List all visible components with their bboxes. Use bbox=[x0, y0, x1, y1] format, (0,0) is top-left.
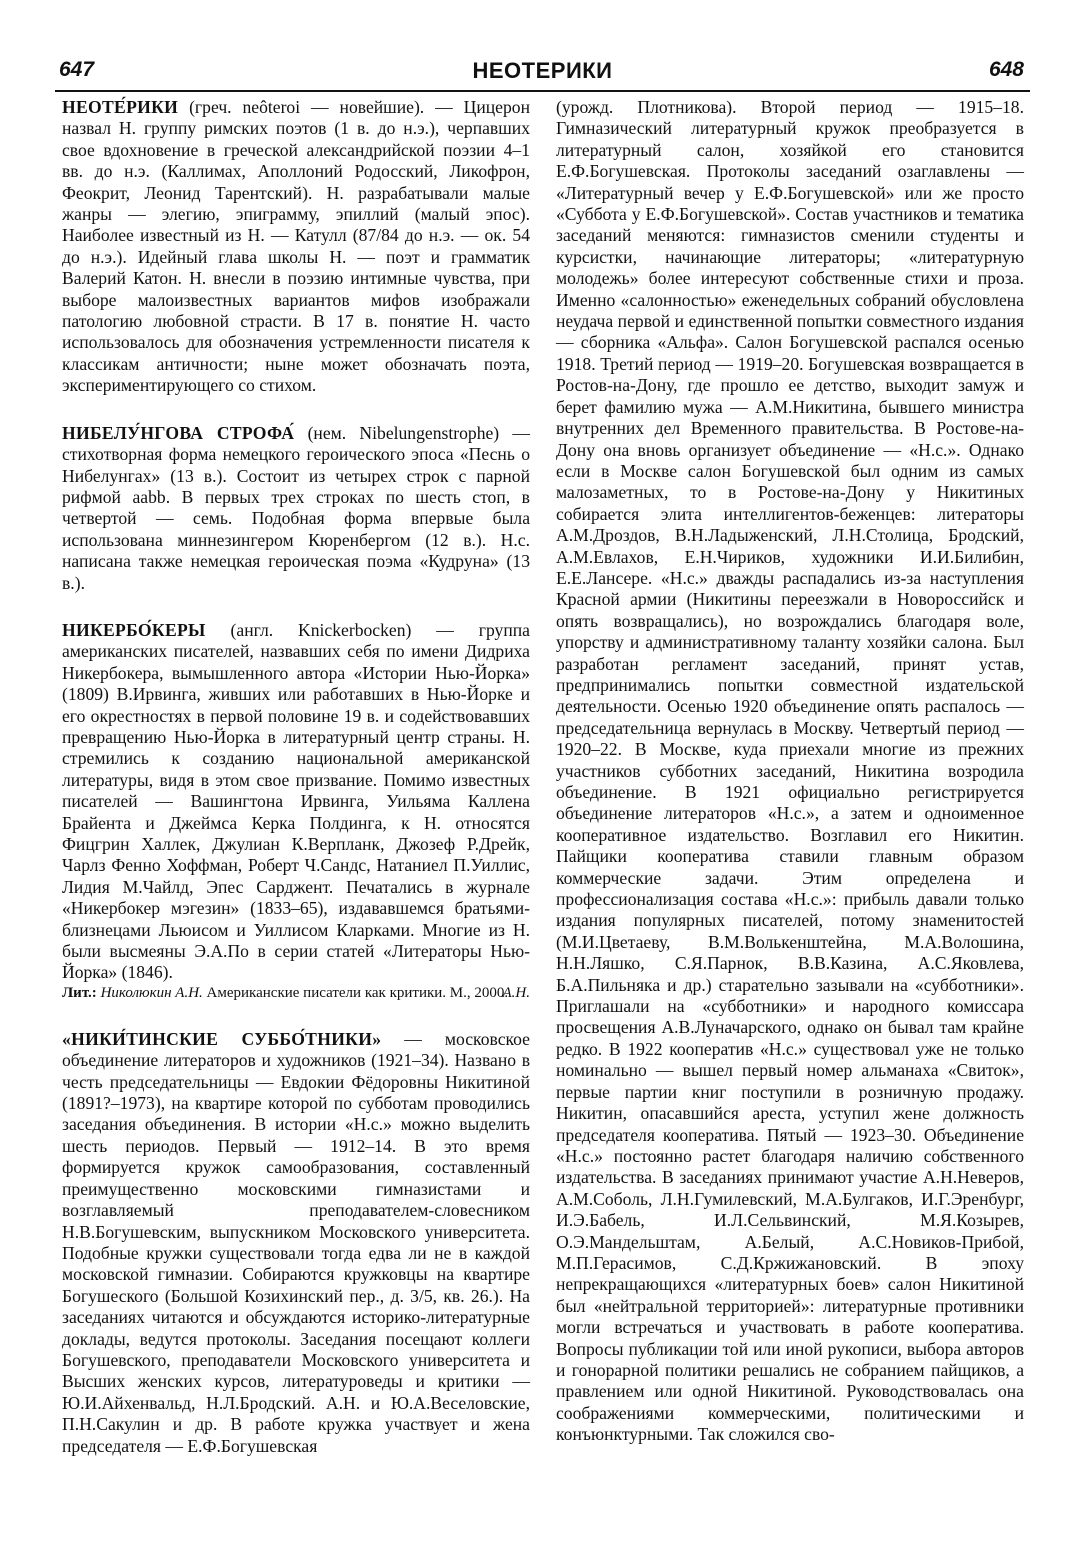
entry-term: «НИКИ́ТИНСКИЕ СУББО́ТНИКИ» bbox=[62, 1028, 382, 1049]
entry-nikitin-subbotniki bbox=[62, 1029, 530, 1457]
entry-text: (англ. Knickerbocken) — группа американских писателей, назвавших себя по имени Дидриха Никербокера, вымышленного автора «Истории Нью-Йорка» (1809) В.Ирвинга, живших или работавших в Нью-Йорке и его окрестностях в первой половине 19 в. и содействовавших превращению Нью-Йорка в литературный центр страны. Н. стремились к созданию национальной американской литературы, видя в этом свое призвание. Помимо известных писателей — Вашингтона Ирвинга, Уильяма Каллена Брайента и Джеймса Керка Полдинга, к Н. относятся Фицгрин Халлек, Джулиан К.Верпланк, Джозеф Р.Дрейк, Чарлз Фенно Хоффман, Роберт Ч.Сандс, Натаниел П.Уиллис, Лидия М.Чайлд, Эпес Сарджент. Печатались в журнале «Никербокер мэгезин» (1833–65), издававшемся братьями-близнецами Льюисом и Уиллисом Кларками. Многие из Н. были высмеяны Э.А.По в серии статей «Литераторы Нью-Йорка» (1846). bbox=[62, 619, 530, 983]
author-signature: А.Н. bbox=[502, 984, 530, 1001]
page-number-right: 648 bbox=[988, 58, 1024, 81]
literature-label: Лит.: bbox=[62, 984, 97, 1001]
entry-nibelungen-strophe bbox=[62, 423, 530, 594]
left-column bbox=[62, 97, 530, 1483]
page-number-left: 647 bbox=[59, 58, 95, 81]
entry-text-continued: (урожд. Плотникова). Второй период — 1915–18. Гимназический литературный кружок преобразуется в литературный салон, хозяйкой его становится Е.Ф.Богушевская. Протоколы заседаний озаглавлены — «Литературный вечер у Е.Ф.Богушевской» или же просто «Суббота у Е.Ф.Богушевской». Состав участников и тематика заседаний меняются: гимназистов сменили студенты и курсистки, начинающие литераторы; «литературную молодежь» более интересуют собственные стихи и проза. Именно «салонностью» еженедельных собраний обусловлена неудача первой и единственной попытки совместного издания — сборника «Альфа». Салон Богушевской распался осенью 1918. Третий период — 1919–20. Богушевская возвращается в Ростов-на-Дону, где прошло ее детство, выходит замуж и берет фамилию мужа — А.М.Никитина, бывшего министра внутренних дел Временного правительства. В Ростове-на-Дону она вновь организует объединение — «Н.с.». Однако если в Москве салон Богушевской был одним из самых малозаметных, то в Ростове-на-Дону у Никитиных собирается элита интеллигентов-беженцев: литераторы А.М.Дроздов, В.Н.Ладыженский, Л.Н.Столица, Бродский, А.М.Евлахов, Е.Н.Чириков, художники И.И.Билибин, Е.Е.Лансере. «Н.с.» дважды распадались из-за наступления Красной армии (Никитины переезжали в Новороссийск и опять возвращались), но возрождались благодаря воле, упорству и административному таланту хозяйки салона. Был разработан регламент заседаний, принят устав, предпринимались попытки совместной издательской деятельности. Осенью 1920 объединение опять распалось — председательница вернулась в Москву. Четвертый период — 1920–22. В Москве, куда приехали многие из прежних участников субботних заседаний, Никитина возродила объединение. В 1921 официально регистрируется объединение литераторов «Н.с.», а затем и одноименное кооперативное издательство. Возглавил его Никитин. Пайщики кооператива ставили главным образом коммерческие задачи. Этим определена и профессионализация состава «Н.с.»: прибыль давали только издания популярных писателей, потому знаменитостей (М.И.Цветаеву, В.М.Волькенштейна, М.А.Волошина, Н.Н.Ляшко, С.Я.Парнок, В.В.Казина, А.С.Яковлева, Б.А.Пильняка и др.) старательно зазывали на «субботники». Приглашали на «субботники» и народного комиссара просвещения А.В.Луначарского, однако он бывал там крайне редко. В 1922 кооператив «Н.с.» существовал уже не только номинально — вышел первый номер альманаха «Свиток», первые партии книг поступили в розничную продажу. Никитин, опасавшийся ареста, уступил жене должность председателя кооператива. Пятый — 1923–30. Объединение «Н.с.» постоянно растет благодаря наличию собственного издательства. В заседаниях принимают участие А.Н.Неверов, А.М.Соболь, Л.Н.Гумилевский, М.А.Булгаков, И.Г.Эренбург, И.Э.Бабель, И.Л.Сельвинский, М.Я.Козырев, О.Э.Мандельштам, А.Белый, А.С.Новиков-Прибой, М.П.Герасимов, С.Д.Кржижановский. В эпоху непрекращающихся «литературных боев» салон Никитиной был «нейтральной территорией»: литературные противники могли встречаться и участвовать в работе кооператива. Вопросы публикации той или иной рукописи, выбора авторов и гонорарной политики решались не собранием пайщиков, а правлением или одной Никитиной. Руководствовалась она соображениями коммерческими, политическими и конъюнктурными. Так сложился сво- bbox=[556, 97, 1024, 1445]
entry-term: НИКЕРБО́КЕРЫ bbox=[62, 619, 206, 640]
right-column bbox=[556, 97, 1024, 1446]
entry-text: — московское объединение литераторов и художников (1921–34). Названо в честь председательницы — Евдокии Фёдоровны Никитиной (1891?–1973), на квартире которой по субботам проводились заседания объединения. В истории «Н.с.» можно выделить шесть периодов. Первый — 1912–14. В это время формируется кружок самообразования, составленный преимущественно московскими гимназистами и возглавляемый преподавателем-словесником Н.В.Богушевским, выпускником Московского университета. Подобные кружки существовали тогда едва ли не в каждой московской гимназии. Собираются кружковцы на квартире Богушеского (Большой Козихинский пер., д. 3/5, кв. 26.). На заседаниях читаются и обсуждаются историко-литературные доклады, ведутся протоколы. Заседания посещают коллеги Богушевского, преподаватели Московского университета и Высших женских курсов, литературоведы и критики — Ю.И.Айхенвальд, Н.Л.Бродский. А.Н. и Ю.А.Веселовские, П.Н.Сакулин и др. В работе кружка участвует и жена председателя — Е.Ф.Богушевская bbox=[62, 1028, 530, 1456]
entry-term: НИБЕЛУ́НГОВА СТРОФА́ bbox=[62, 422, 295, 443]
entry-text: (греч. neôteroi — новейшие). — Цицерон назвал Н. группу римских поэтов (1 в. до н.э.), черпавших свое вдохновение в греческой александрийской поэзии 4–1 вв. до н.э. (Каллимах, Аполлоний Родосский, Ликофрон, Феокрит, Леонид Тарентский). Н. разрабатывали малые жанры — элегию, эпиграмму, эпиллий (малый эпос). Наиболее известный из Н. — Катулл (87/84 до н.э. — ок. 54 до н.э.). Идейный глава школы Н. — поэт и грамматик Валерий Катон. Н. внесли в поэзию интимные чувства, при выборе малоизвестных вариантов мифов изображали патологию любовной страсти. В 17 в. понятие Н. часто использовалось для обозначения устремленности писателя к классикам античности; ныне может обозначать поэта, экспериментирующего со стихом. bbox=[62, 97, 530, 396]
literature-author: Николюкин А.Н. bbox=[100, 984, 203, 1001]
page-header bbox=[55, 56, 1030, 92]
literature-text: Американские писатели как критики. М., 2000. bbox=[202, 984, 509, 1001]
running-title: НЕОТЕРИКИ bbox=[472, 58, 613, 83]
literature-reference bbox=[62, 984, 530, 1003]
entry-knickerbockers bbox=[62, 620, 530, 1003]
entry-neoteriki bbox=[62, 97, 530, 397]
entry-text: (нем. Nibelungenstrophe) — стихотворная форма немецкого героического эпоса «Песнь о Нибелунгах» (13 в.). Состоит из четырех строк с парной рифмой aabb. В первых трех строках по шесть стоп, в четвертой — семь. Подобная форма впервые была использована миннезингером Кюренбергом (12 в.). Н.с. написана также немецкая героическая поэма «Кудруна» (13 в.). bbox=[62, 422, 530, 593]
entry-term: НЕОТЕ́РИКИ bbox=[62, 97, 179, 117]
